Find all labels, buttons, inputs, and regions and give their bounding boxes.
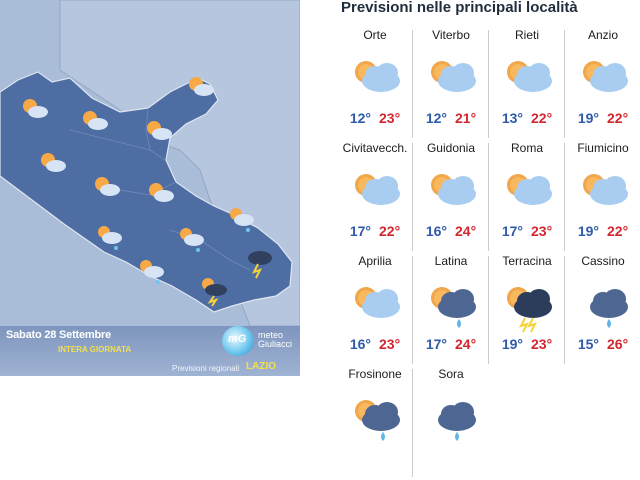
max-temperature: 23° <box>531 223 553 239</box>
temperature-range <box>565 223 640 239</box>
city-forecast <box>337 141 413 254</box>
map-date: Sabato 28 Settembre <box>6 329 112 341</box>
map-period: INTERA GIORNATA <box>58 345 132 354</box>
city-name: Latina <box>434 254 468 268</box>
min-temperature: 13° <box>501 110 523 126</box>
min-temperature: 17° <box>425 336 447 352</box>
city-name: Sora <box>438 367 464 381</box>
city-forecast <box>565 141 640 254</box>
city-name: Fiumicino <box>577 141 629 155</box>
cloud-rain-icon <box>427 395 477 452</box>
partly-cloudy-icon <box>427 169 477 226</box>
temperature-range <box>489 110 565 126</box>
partly-cloudy-icon <box>579 56 629 113</box>
min-temperature: 15° <box>577 336 599 352</box>
max-temperature: 22° <box>607 110 629 126</box>
temperature-range <box>413 223 489 239</box>
city-forecast <box>489 254 565 367</box>
city-name: Rieti <box>514 28 539 42</box>
logo-text: mG <box>228 333 247 345</box>
max-temperature: 23° <box>531 336 553 352</box>
city-forecast <box>337 28 413 141</box>
min-temperature: 17° <box>349 223 371 239</box>
city-forecast <box>489 28 565 141</box>
partly-cloudy-icon <box>427 56 477 113</box>
lazio-region-map <box>0 0 300 376</box>
brand-line-1: meteo <box>258 330 284 340</box>
partly-cloudy-icon <box>503 169 553 226</box>
partly-cloudy-icon <box>503 56 553 113</box>
city-forecast <box>565 254 640 367</box>
temperature-range <box>565 336 640 352</box>
partly-cloudy-icon <box>351 56 401 113</box>
city-forecast <box>489 141 565 254</box>
min-temperature: 19° <box>501 336 523 352</box>
city-forecast <box>413 28 489 141</box>
city-forecast <box>413 367 489 480</box>
brand-line-2: Giuliacci <box>258 339 293 349</box>
city-forecast <box>413 254 489 367</box>
min-temperature: 16° <box>349 336 371 352</box>
city-name: Roma <box>510 141 543 155</box>
max-temperature: 24° <box>455 223 477 239</box>
city-forecast <box>337 367 413 480</box>
min-temperature: 16° <box>425 223 447 239</box>
temperature-range <box>413 336 489 352</box>
forecast-title: Previsioni nelle principali località <box>341 0 578 16</box>
brand-name <box>258 331 292 349</box>
city-name: Aprilia <box>358 254 392 268</box>
weather-map <box>0 0 300 376</box>
max-temperature: 21° <box>455 110 477 126</box>
max-temperature: 22° <box>607 223 629 239</box>
max-temperature: 26° <box>607 336 629 352</box>
temperature-range <box>489 223 565 239</box>
max-temperature: 22° <box>531 110 553 126</box>
city-name: Frosinone <box>348 367 402 381</box>
max-temperature: 24° <box>455 336 477 352</box>
city-name: Viterbo <box>432 28 470 42</box>
min-temperature: 19° <box>577 110 599 126</box>
city-name: Terracina <box>502 254 552 268</box>
temperature-range <box>337 110 413 126</box>
min-temperature: 17° <box>501 223 523 239</box>
city-forecast <box>565 28 640 141</box>
city-name: Anzio <box>587 28 619 42</box>
partly-cloudy-icon <box>351 169 401 226</box>
city-name: Guidonia <box>426 141 476 155</box>
partly-cloudy-icon <box>351 282 401 339</box>
temperature-range <box>337 223 413 239</box>
map-region-name: LAZIO <box>246 361 276 372</box>
max-temperature: 23° <box>379 110 401 126</box>
partly-cloudy-icon <box>579 169 629 226</box>
city-name: Orte <box>363 28 387 42</box>
city-forecast <box>413 141 489 254</box>
min-temperature: 12° <box>349 110 371 126</box>
city-name: Civitavecch. <box>342 141 408 155</box>
cloud-rain-icon <box>579 282 629 339</box>
sun-cloud-rain-icon <box>427 282 477 339</box>
column-separator <box>412 369 413 477</box>
min-temperature: 12° <box>425 110 447 126</box>
temperature-range <box>413 110 489 126</box>
max-temperature: 22° <box>379 223 401 239</box>
city-forecast <box>337 254 413 367</box>
temperature-range <box>337 336 413 352</box>
temperature-range <box>565 110 640 126</box>
map-footer-label: Previsioni regionali <box>172 364 240 373</box>
thunderstorm-icon <box>503 282 553 339</box>
max-temperature: 23° <box>379 336 401 352</box>
temperature-range <box>489 336 565 352</box>
min-temperature: 19° <box>577 223 599 239</box>
sun-cloud-rain-icon <box>351 395 401 452</box>
city-name: Cassino <box>581 254 625 268</box>
